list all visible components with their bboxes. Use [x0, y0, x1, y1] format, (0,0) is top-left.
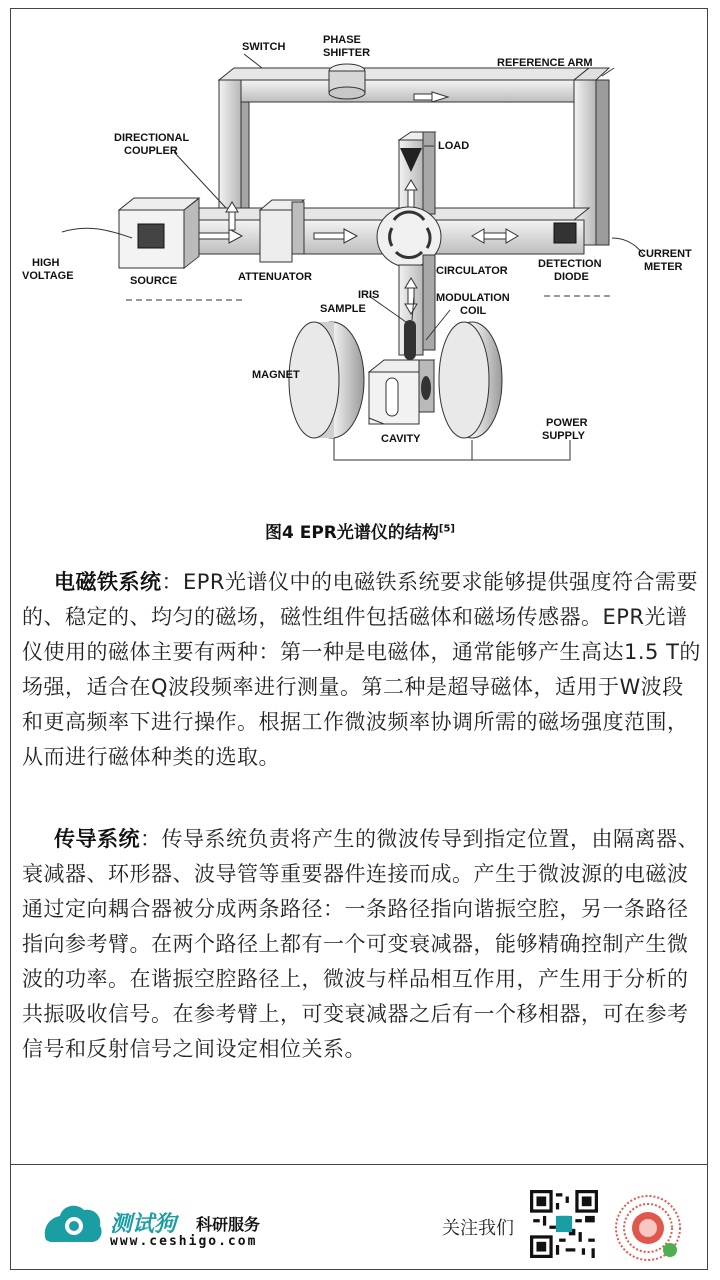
label-reference-arm: REFERENCE ARM	[497, 57, 593, 69]
paragraph-electromagnet	[22, 565, 702, 775]
label-sample: SAMPLE	[320, 303, 366, 315]
figure-caption	[0, 518, 720, 543]
label-magnet: MAGNET	[252, 369, 300, 381]
label-iris: IRIS	[358, 289, 380, 301]
attenuator-block	[260, 200, 304, 262]
label-high: HIGH	[32, 257, 60, 269]
label-coil: COIL	[460, 305, 487, 317]
paragraph-body: ：EPR光谱仪中的电磁铁系统要求能够提供强度符合需要的、稳定的、均匀的磁场，磁性组件包括磁体和磁场传感器。EPR光谱仪使用的磁体主要有两种：第一种是电磁体，通常能够产生高达1.5 T的场强，适合在Q波段频率进行测量。第二种是超导磁体，适用于W波段和更高频率下进行操作。根据工作微波频率协调所需的磁场强度范围，从而进行磁体种类的选取。	[22, 570, 701, 769]
cavity	[369, 360, 434, 424]
epr-diagram	[14, 20, 704, 500]
paragraph-title: 传导系统	[54, 827, 140, 851]
brand-url[interactable]: www.ceshigo.com	[110, 1234, 258, 1249]
label-phase: PHASE	[323, 34, 361, 46]
label-attenuator: ATTENUATOR	[238, 271, 312, 283]
wechat-sticker-icon[interactable]	[612, 1192, 684, 1264]
label-detection: DETECTION	[538, 258, 602, 270]
source-block	[119, 198, 199, 268]
follow-us-text: 关注我们	[442, 1218, 514, 1239]
label-diode: DIODE	[554, 271, 589, 283]
brand-logo-icon	[40, 1200, 106, 1248]
brand-service: 科研服务	[196, 1215, 261, 1234]
label-supply: SUPPLY	[542, 430, 586, 442]
label-coupler: COUPLER	[124, 145, 178, 157]
detection-diode	[554, 223, 576, 243]
label-directional: DIRECTIONAL	[114, 132, 190, 144]
label-current: CURRENT	[638, 248, 692, 260]
label-circulator: CIRCULATOR	[436, 265, 508, 277]
label-source: SOURCE	[130, 275, 178, 287]
paragraph-title: 电磁铁系统	[54, 570, 162, 594]
paragraph-conduction	[22, 822, 702, 1067]
label-power: POWER	[546, 417, 588, 429]
label-load: LOAD	[438, 140, 470, 152]
label-cavity: CAVITY	[381, 433, 421, 445]
label-voltage: VOLTAGE	[22, 270, 74, 282]
label-modulation: MODULATION	[436, 292, 510, 304]
footer-divider	[10, 1164, 708, 1165]
label-shifter: SHIFTER	[323, 47, 371, 59]
caption-text: 图4 EPR光谱仪的结构	[264, 523, 439, 543]
qr-code-icon[interactable]	[530, 1190, 598, 1258]
caption-ref: [5]	[438, 523, 456, 535]
cavity-waveguide	[399, 255, 435, 360]
paragraph-body: ：传导系统负责将产生的微波传导到指定位置，由隔离器、衰减器、环形器、波导管等重要器件连接而成。产生于微波源的电磁波通过定向耦合器被分成两条路径：一条路径指向谐振空腔，另一条路径指向参考臂。在两个路径上都有一个可变衰减器，能够精确控制产生微波的功率。在谐振空腔路径上，微波与样品相互作用，产生用于分析的共振吸收信号。在参考臂上，可变衰减器之后有一个移相器，可在参考信号和反射信号之间设定相位关系。	[22, 827, 699, 1061]
brand-name: 测试狗	[110, 1212, 177, 1237]
label-meter: METER	[644, 261, 683, 273]
label-switch: SWITCH	[242, 41, 286, 53]
